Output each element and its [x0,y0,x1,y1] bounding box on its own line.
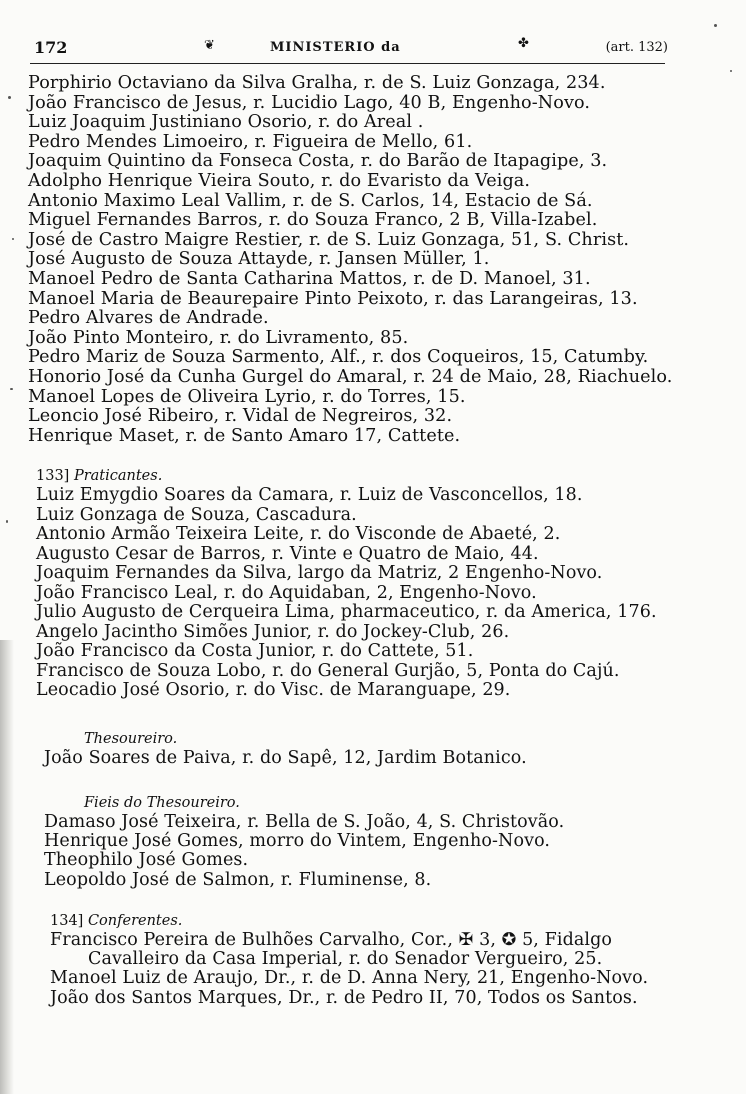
list-item: Leocadio José Osorio, r. do Visc. de Maranguape, 29. [36,680,511,700]
section-thesoureiro [44,729,746,769]
list-item: Damaso José Teixeira, r. Bella de S. João, 4, S. Christovão. [44,812,565,832]
list-item: Adolpho Henrique Vieira Souto, r. do Evaristo da Veiga. [28,170,531,191]
header-rule [30,63,665,64]
list-item: Antonio Maximo Leal Vallim, r. de S. Carlos, 14, Estacio de Sá. [28,190,593,211]
page-header [28,38,668,62]
section-heading [36,466,746,486]
section-title: Praticantes. [73,468,163,484]
list-item: Pedro Alvares de Andrade. [28,308,269,329]
print-speck [12,238,14,240]
list-item-continuation: Cavalleiro da Casa Imperial, r. do Senador Vergueiro, 25. [88,949,603,970]
list-item: João Francisco de Jesus, r. Lucidio Lago, 40 B, Engenho-Novo. [28,92,591,113]
list-item: Luiz Emygdio Soares da Camara, r. Luiz de Vasconcellos, 18. [36,485,583,505]
list-item: João Francisco Leal, r. do Aquidaban, 2, Engenho-Novo. [36,582,537,603]
list-item: Pedro Mariz de Souza Sarmento, Alf., r. dos Coqueiros, 15, Catumby. [28,347,649,368]
fleuron-ornament-icon: ❦ [204,38,215,53]
list-item: Manoel Maria de Beaurepaire Pinto Peixoto, r. das Larangeiras, 13. [28,288,638,309]
list-item: João dos Santos Marques, Dr., r. de Pedro II, 70, Todos os Santos. [50,987,638,1008]
section-fieis-do-thesoureiro [44,793,746,890]
section-number: 133] [36,468,70,484]
list-item: Luiz Joaquim Justiniano Osorio, r. do Areal . [28,112,424,133]
section-title: Thesoureiro. [84,731,178,747]
list-item: Henrique José Gomes, morro do Vintem, Engenho-Novo. [44,831,551,852]
page-binding-shadow [0,640,14,1094]
list-item: Joaquim Quintino da Fonseca Costa, r. do Barão de Itapagipe, 3. [28,151,608,172]
entry-list-main [28,74,746,446]
list-item: Pedro Mendes Limoeiro, r. Figueira de Mello, 61. [28,131,473,152]
list-item: Miguel Fernandes Barros, r. do Souza Franco, 2 B, Villa-Izabel. [28,210,598,231]
list-item: Francisco de Souza Lobo, r. do General Gurjão, 5, Ponta do Cajú. [36,660,620,681]
list-item: Augusto Cesar de Barros, r. Vinte e Quatro de Maio, 44. [36,543,539,564]
list-item: João Soares de Paiva, r. do Sapê, 12, Jardim Botanico. [44,748,527,768]
list-item: Manoel Lopes de Oliveira Lyrio, r. do Torres, 15. [28,386,466,407]
list-item: Manoel Luiz de Araujo, Dr., r. de D. Anna Nery, 21, Engenho-Novo. [50,968,649,989]
list-item: João Pinto Monteiro, r. do Livramento, 85. [28,327,409,348]
section-praticantes [36,466,746,701]
print-speck [714,24,717,27]
section-heading [50,911,746,931]
article-reference: (art. 132) [605,40,668,55]
list-item: Julio Augusto de Cerqueira Lima, pharmaceutico, r. da America, 176. [36,602,657,622]
running-title: MINISTERIO da [270,40,401,55]
list-item: Angelo Jacintho Simões Junior, r. do Jockey-Club, 26. [36,621,510,642]
list-item: Porphirio Octaviano da Silva Gralha, r. de S. Luiz Gonzaga, 234. [28,73,606,93]
list-item: Honorio José da Cunha Gurgel do Amaral, r. 24 de Maio, 28, Riachuelo. [28,366,673,387]
list-item: Leopoldo José de Salmon, r. Fluminense, 8. [44,869,432,890]
section-number: 134] [50,913,84,929]
section-title: Fieis do Thesoureiro. [84,795,240,811]
list-item: Joaquim Fernandes da Silva, largo da Matriz, 2 Engenho-Novo. [36,563,603,583]
list-item: Manoel Pedro de Santa Catharina Mattos, r. de D. Manoel, 31. [28,268,591,289]
list-item: José Augusto de Souza Attayde, r. Jansen Müller, 1. [28,249,490,270]
print-speck [10,388,13,390]
list-item: Antonio Armão Teixeira Leite, r. do Visconde de Abaeté, 2. [36,524,561,544]
print-speck [6,520,8,523]
print-speck [8,96,11,99]
list-item: Theophilo José Gomes. [44,850,249,871]
print-speck [730,70,732,72]
list-item: José de Castro Maigre Restier, r. de S. Luiz Gonzaga, 51, S. Christ. [28,229,630,250]
section-title: Conferentes. [87,913,183,929]
list-item: Leoncio José Ribeiro, r. Vidal de Negreiros, 32. [28,406,453,427]
list-item: Luiz Gonzaga de Souza, Cascadura. [36,504,357,525]
list-item: Henrique Maset, r. de Santo Amaro 17, Cattete. [28,425,461,446]
cross-ornament-icon: ✤ [518,36,529,51]
section-conferentes [50,911,746,1008]
page-number: 172 [34,38,68,57]
list-item: Francisco Pereira de Bulhões Carvalho, Cor., ✠ 3, ✪ 5, Fidalgo [50,930,613,950]
list-item: João Francisco da Costa Junior, r. do Cattete, 51. [36,641,474,661]
